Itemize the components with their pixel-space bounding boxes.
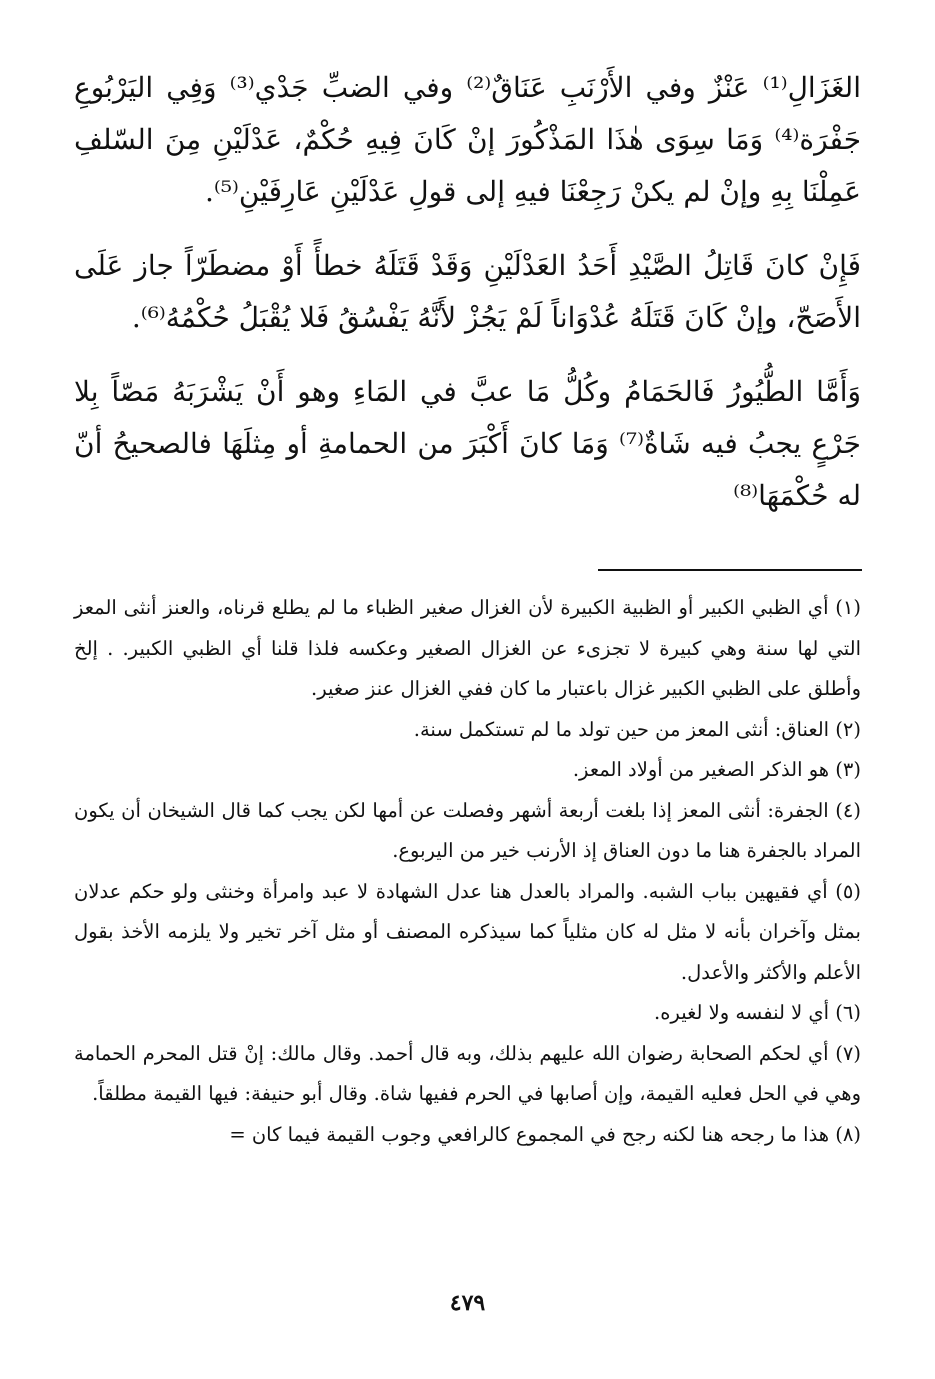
footnotes <box>74 588 861 1155</box>
footnote-3: (٣) هو الذكر الصغير من أولاد المعز. <box>572 758 861 781</box>
footnote-5: (٥) أي فقيهين بباب الشبه. والمراد بالعدل هنا عدل الشهادة لا عبد وامرأة وخنثى ولو حكم عدلان بمثل وآخران بأنه لا مثل له كان مثلياً كما سيذكره المصنف أو مثل آخر تخير ولا يلزمه الأخذ بقول الأعلم والأكثر والأعدل. <box>74 879 861 984</box>
main-paragraph-3: وَأَمَّا الطُّيُورُ فَالحَمَامُ وكُلُّ مَا عبَّ في المَاءِ وهو أَنْ يَشْرَبَهُ مَصّاً بِلا جَرْعٍ يجبُ فيه شَاةٌ⁽⁷⁾ وَمَا كانَ أَكْبَرَ من الحمامةِ أو مِثلَهَا فالصحيحُ أنّ له حُكْمَهَا⁽⁸⁾ <box>74 375 861 512</box>
page-number: ٤٧٩ <box>449 1290 486 1316</box>
footnote-6: (٦) أي لا لنفسه ولا لغيره. <box>654 1001 861 1024</box>
footnote-8: (٨) هذا ما رجحه هنا لكنه رجح في المجموع كالرافعي وجوب القيمة فيما كان = <box>229 1122 861 1146</box>
footnote-1: (١) أي الظبي الكبير أو الظبية الكبيرة لأن الغزال صغير الظباء ما لم يطلع قرناه، والعنز أنثى المعز التي لها سنة وهي كبيرة لا تجزىء عن الغزال الصغير وعكسه فلذا قلنا أي الظبي الكبير. . إلخ وأطلق على الظبي الكبير غزال باعتبار ما كان ففي الغزال عنز صغير. <box>74 596 861 700</box>
main-paragraph-2: فَإِنْ كانَ قَاتِلُ الصَّيْدِ أَحَدُ العَدْلَيْنِ وَقَدْ قَتَلَهُ خطأً أَوْ مضطَرّاً جاز عَلَى الأَصَحّ، وإنْ كَانَ قَتَلَهُ عُدْوَاناً لَمْ يَجُزْ لأَنَّهُ يَفْسُقُ فَلا يُقْبَلُ حُكْمُهُ⁽⁶⁾. <box>74 249 861 334</box>
main-paragraph-1: الغَزَالِ⁽¹⁾ عَنْزٌ وفي الأَرْنَبِ عَنَاقٌ⁽²⁾ وفي الضبِّ جَدْي⁽³⁾ وَفِي اليَرْبُوعِ جَفْرَة⁽⁴⁾ وَمَا سِوَى هٰذَا المَذْكُورَ إنْ كَانَ فِيهِ حُكْمٌ، عَدْلَيْنِ مِنَ السّلفِ عَمِلْنَا بِهِ وإنْ لم يكنْ رَجِعْنَا فيهِ إلى قولِ عَدْلَيْنِ عَارِفَيْنِ⁽⁵⁾. <box>74 71 861 208</box>
footnote-separator <box>598 569 862 571</box>
footnote-4: (٤) الجفرة: أنثى المعز إذا بلغت أربعة أشهر وفصلت عن أمها لكن يجب كما قال الشيخان أن يكون المراد بالجفرة هنا ما دون العناق إذ الأرنب خير من اليربوع. <box>74 798 861 862</box>
footnote-7: (٧) أي لحكم الصحابة رضوان الله عليهم بذلك، وبه قال أحمد. وقال مالك: إنْ قتل المحرم الحمامة وهي في الحل فعليه القيمة، وإن أصابها في الحرم ففيها شاة. وقال أبو حنيفة: فيها القيمة مطلقاً. <box>74 1041 861 1105</box>
footnote-2: (٢) العناق: أنثى المعز من حين تولد ما لم تستكمل سنة. <box>413 717 861 741</box>
main-text <box>74 62 861 522</box>
